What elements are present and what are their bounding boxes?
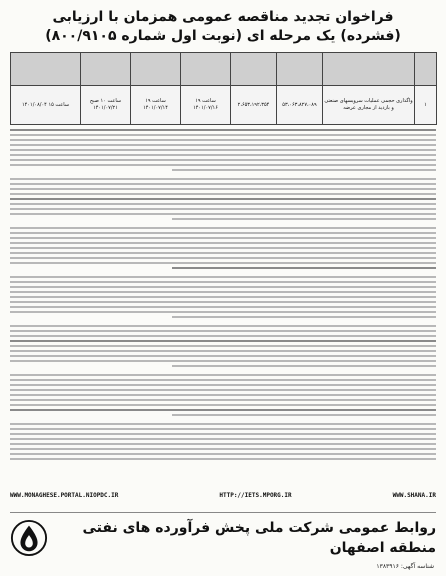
body-text-placeholder-line (10, 257, 436, 259)
headline-line-2: (فشرده) یک مرحله ای (نوبت اول شماره ۸۰۰/۹۱۰۵) (45, 28, 401, 44)
body-text-placeholder-line (10, 330, 436, 332)
body-text-placeholder-line (10, 154, 436, 156)
cell-timing-1: ساعت ۱۹ ۱۴۰۱/۰۷/۱۶ (181, 86, 231, 125)
body-text-placeholder-line (10, 183, 436, 185)
table-header-cell (131, 53, 181, 86)
body-text-placeholder-line (10, 404, 436, 406)
body-text-placeholder-line (10, 188, 436, 190)
footer-title-line-1: روابط عمومی شرکت ملی پخش فرآورده های نفتی (82, 519, 436, 536)
body-text-placeholder-line (172, 316, 436, 318)
body-text-placeholder-line (10, 149, 436, 151)
body-text-placeholder-line (10, 345, 436, 347)
body-text-placeholder-line (10, 203, 436, 205)
cell-timing-3: ساعت ۱۰ صبح ۱۴۰۱/۰۷/۲۱ (81, 86, 131, 125)
body-text-placeholder-line (10, 247, 436, 249)
footer-title-line-2: منطقه اصفهان (329, 539, 436, 556)
body-text-placeholder-line (10, 227, 436, 229)
body-text-placeholder-line (10, 374, 436, 376)
website-link-1[interactable]: WWW.MONAGHESE.PORTAL.NIOPDC.IR (10, 492, 119, 499)
body-text-placeholder-line (10, 399, 436, 401)
body-text-placeholder-line (10, 291, 436, 293)
footer-title (83, 518, 437, 558)
body-text-placeholder-line (10, 311, 436, 313)
body-text-placeholder-line (10, 350, 436, 352)
body-text-placeholder-line (10, 443, 436, 445)
cell-estimate: ۵۳،۰۶۳،۸۲۷،۰۸۹ (277, 86, 323, 125)
body-text-placeholder-line (10, 335, 436, 337)
body-text-placeholder-line (10, 428, 436, 430)
notice-headline (14, 8, 432, 46)
body-text-placeholder-line (172, 365, 436, 367)
body-text-placeholder-line (10, 389, 436, 391)
body-text-placeholder-line (10, 237, 436, 239)
body-text-placeholder-line (10, 384, 436, 386)
body-text-placeholder-line (10, 360, 436, 362)
table-header-row (11, 53, 437, 86)
body-text-placeholder-line (10, 394, 436, 396)
cell-subject: واگذاری حجمی عملیات سرویسهای صنعتی و بازدید از مجاری عرضه (323, 86, 415, 125)
notice-body-placeholder (10, 126, 436, 482)
body-text-placeholder-line (10, 252, 436, 254)
website-link-2[interactable]: HTTP://IETS.MPORG.IR (219, 492, 292, 499)
body-text-placeholder-line (10, 325, 436, 327)
body-text-placeholder-line (10, 193, 436, 195)
cell-timing-2: ساعت ۱۹ ۱۴۰۱/۰۷/۱۴ (131, 86, 181, 125)
body-text-placeholder-line (10, 453, 436, 455)
footer (10, 512, 436, 558)
cell-timing-4: ساعت ۱۵ ۱۴۰۱/۰۸/۰۴ (11, 86, 81, 125)
body-text-placeholder-line (10, 139, 436, 141)
body-text-placeholder-line (172, 169, 436, 171)
table-row (11, 86, 437, 125)
cell-item-number: ۱ (415, 86, 437, 125)
body-text-placeholder-line (10, 355, 436, 357)
body-text-placeholder-line (10, 242, 436, 244)
body-text-placeholder-line (10, 281, 436, 283)
body-text-placeholder-line (10, 379, 436, 381)
body-text-placeholder-line (10, 438, 436, 440)
body-text-placeholder-line (10, 409, 436, 411)
body-text-placeholder-line (10, 198, 436, 200)
body-text-placeholder-line (172, 267, 436, 269)
table-header-cell (277, 53, 323, 86)
notice-id: شناسه آگهی: ۱۳۸۳۹۱۶ (376, 563, 434, 570)
body-text-placeholder-line (10, 129, 436, 131)
table-header-cell (231, 53, 277, 86)
body-text-placeholder-line (10, 286, 436, 288)
body-text-placeholder-line (10, 213, 436, 215)
body-text-placeholder-line (172, 218, 436, 220)
headline-line-1: فراخوان تجدید مناقصه عمومی همزمان با ارزیابی (52, 9, 394, 25)
table-header-cell (415, 53, 437, 86)
table-header-cell (11, 53, 81, 86)
body-text-placeholder-line (172, 414, 436, 416)
table-header-cell (181, 53, 231, 86)
web-links (10, 492, 436, 499)
body-text-placeholder-line (10, 134, 436, 136)
body-text-placeholder-line (10, 276, 436, 278)
company-logo-icon (10, 519, 48, 557)
body-text-placeholder-line (10, 164, 436, 166)
body-text-placeholder-line (10, 159, 436, 161)
tender-table (10, 52, 437, 125)
body-text-placeholder-line (10, 296, 436, 298)
body-text-placeholder-line (10, 208, 436, 210)
body-text-placeholder-line (10, 340, 436, 342)
body-text-placeholder-line (10, 178, 436, 180)
body-text-placeholder-line (10, 423, 436, 425)
table-header-cell (81, 53, 131, 86)
table-header-cell (323, 53, 415, 86)
website-link-3[interactable]: WWW.SHANA.IR (392, 492, 436, 499)
cell-deposit: ۲،۶۵۳،۱۹۲،۳۵۴ (231, 86, 277, 125)
body-text-placeholder-line (10, 306, 436, 308)
body-text-placeholder-line (10, 433, 436, 435)
body-text-placeholder-line (10, 458, 436, 460)
body-text-placeholder-line (10, 301, 436, 303)
body-text-placeholder-line (10, 262, 436, 264)
body-text-placeholder-line (10, 232, 436, 234)
body-text-placeholder-line (10, 144, 436, 146)
body-text-placeholder-line (10, 448, 436, 450)
